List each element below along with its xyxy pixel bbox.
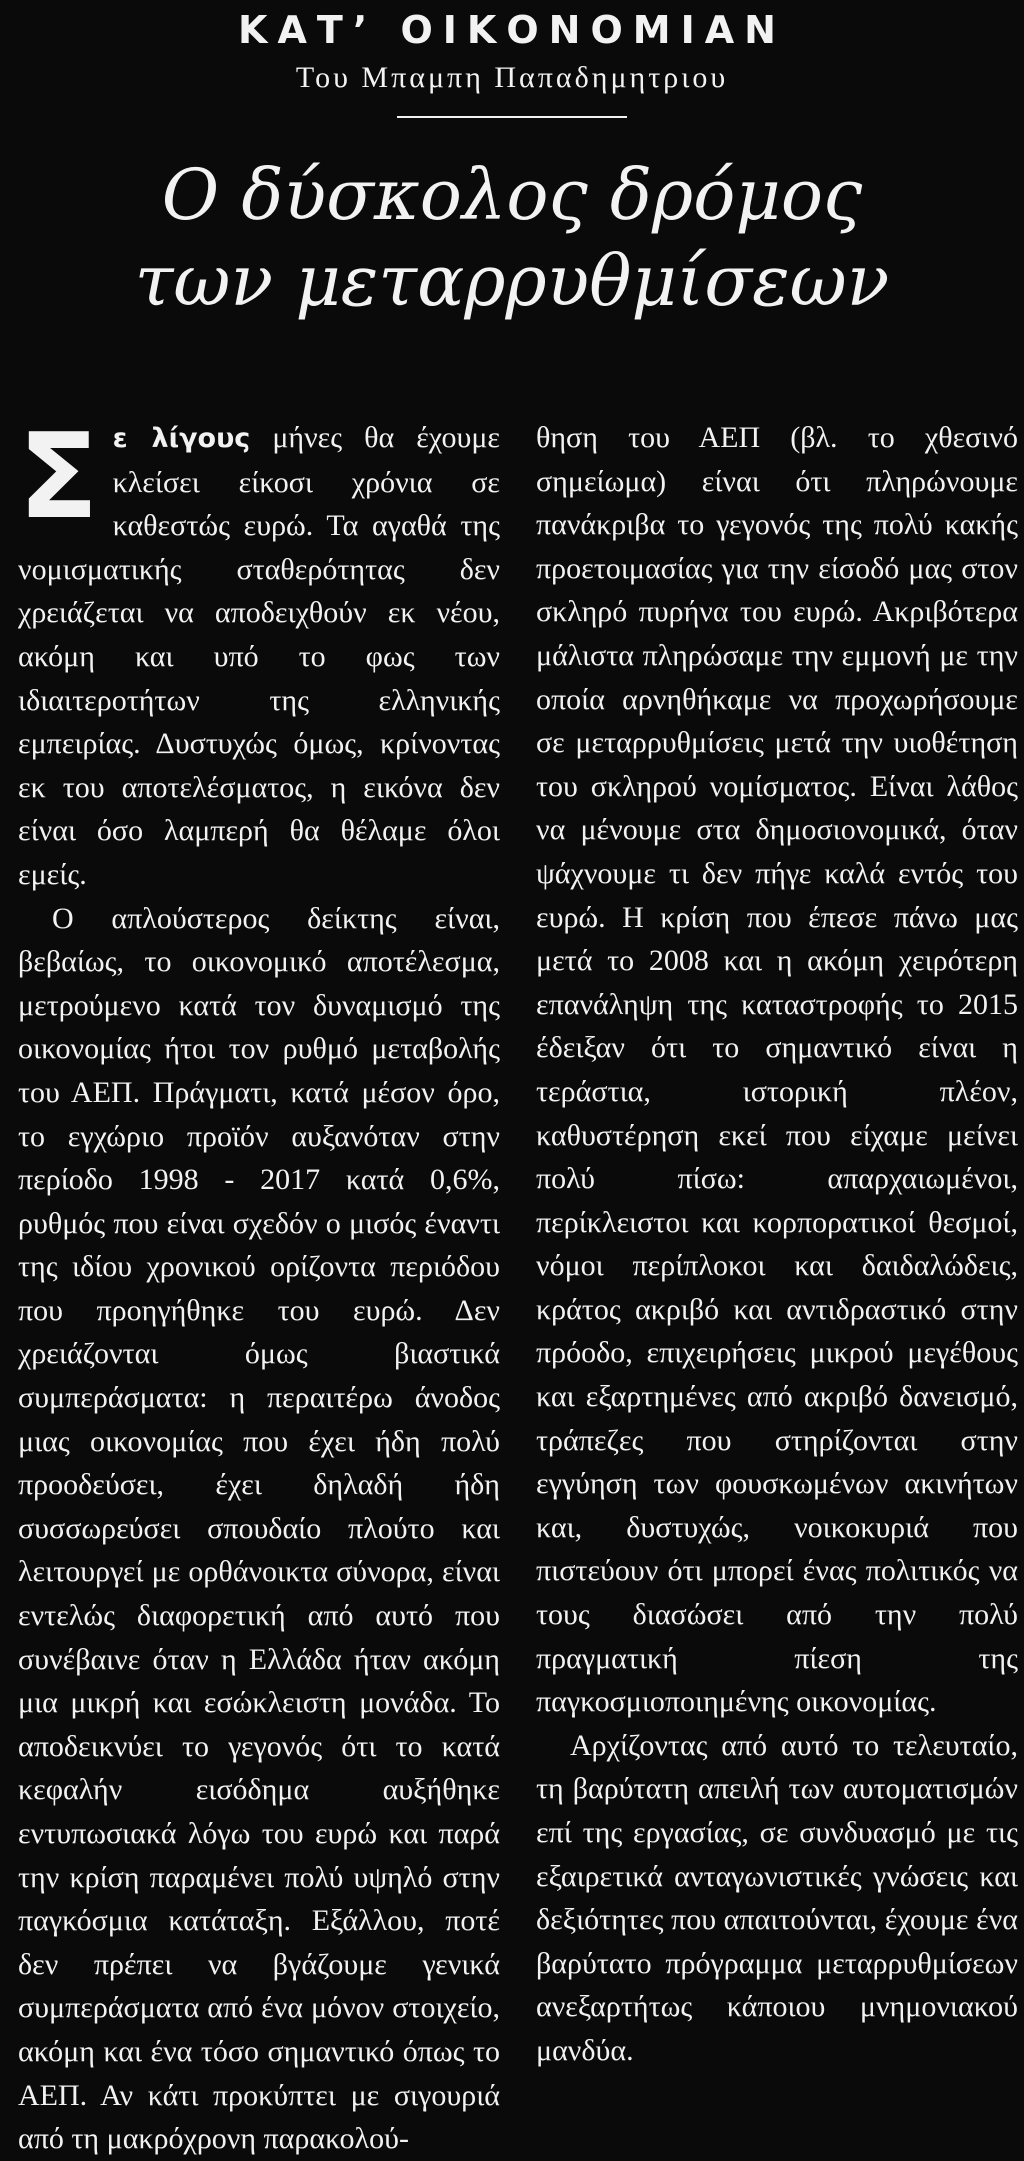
author-byline: Του Μπαμπη Παπαδημητριου: [295, 61, 729, 94]
column-name: ΚΑΤ’ ΟΙΚΟΝΟΜΙΑΝ: [238, 8, 786, 52]
byline-divider: [397, 116, 627, 118]
title-line-2: των μεταρρυθμίσεων: [134, 240, 890, 322]
paragraph-text: μήνες θα έχουμε κλείσει είκοσι χρόνια σε καθεστώς ευρώ. Τα αγαθά της νομισματικής σταθερότητας δεν χρειάζεται να αποδειχθούν εκ νέου, ακόμη και υπό το φως των ιδιαιτεροτήτων της ελληνικής εμπειρίας. Δυστυχώς όμως, κρίνοντας εκ του αποτελέσματος, η εικόνα δεν είναι όσο λαμπερή θα θέλαμε όλοι εμείς.: [18, 421, 500, 891]
paragraph: Ο απλούστερος δείκτης είναι, βεβαίως, το οικονομικό αποτέλεσμα, μετρούμενο κατά τον δυναμισμό της οικονομίας ήτοι τον ρυθμό μεταβολής του ΑΕΠ. Πράγματι, κατά μέσον όρο, το εγχώριο προϊόν αυξανόταν στην περίοδο 1998 - 2017 κατά 0,6%, ρυθμός που είναι σχεδόν ο μισός έναντι της ιδίου χρονικού ορίζοντα περιόδου που προηγήθηκε του ευρώ. Δεν χρειάζονται όμως βιαστικά συμπεράσματα: η περαιτέρω άνοδος μιας οικονομίας που έχει ήδη πολύ προοδεύσει, έχει δηλαδή ήδη συσσωρεύσει σπουδαίο πλούτο και λειτουργεί με ορθάνοικτα σύνορα, είναι εντελώς διαφορετική από αυτό που συνέβαινε όταν η Ελλάδα ήταν ακόμη μια μικρή και εσώκλειστη μονάδα. Το αποδεικνύει το γεγονός ότι το κατά κεφαλήν εισόδημα αυξήθηκε εντυπωσιακά λόγω του ευρώ και παρά την κρίση παραμένει πολύ υψηλό στην παγκόσμια κατάταξη. Εξάλλου, ποτέ δεν πρέπει να βγάζουμε γενικά συμπεράσματα από ένα μόνον στοιχείο, ακόμη και ένα τόσο σημαντικό όπως το ΑΕΠ. Αν κάτι προκύπτει με σιγουριά από τη μακρόχρονη παρακολού-: [18, 901, 500, 2156]
paragraph: Αρχίζοντας από αυτό το τελευταίο, τη βαρύτατη απειλή των αυτοματισμών επί της εργασίας, σε συνδυασμό με τις εξαιρετικά ανταγωνιστικές γνώσεις και δεξιότητες που απαιτούνται, έχουμε ένα βαρύτατο πρόγραμμα μεταρρυθμίσεων ανεξαρτήτως κάποιου μνημονιακού μανδύα.: [536, 1728, 1018, 2067]
paragraph: θηση του ΑΕΠ (βλ. το χθεσινό σημείωμα) είναι ότι πληρώνουμε πανάκριβα το γεγονός της πολύ κακής προετοιμασίας για την είσοδό μας στον σκληρό πυρήνα του ευρώ. Ακριβότερα μάλιστα πληρώσαμε την εμμονή με την οποία αρνηθήκαμε να προχωρήσουμε σε μεταρρυθμίσεις μετά την υιοθέτηση του σκληρού νομίσματος. Είναι λάθος να μένουμε στα δημοσιονομικά, όταν ψάχνουμε τι δεν πήγε καλά εντός του ευρώ. Η κρίση που έπεσε πάνω μας μετά το 2008 και η ακόμη χειρότερη επανάληψη της καταστροφής το 2015 έδειξαν ότι το σημαντικό είναι η τεράστια, ιστορική πλέον, καθυστέρηση εκεί που είχαμε μείνει πολύ πίσω: απαρχαιωμένοι, περίκλειστοι και κορπορατικοί θεσμοί, νόμοι περίπλοκοι και δαιδαλώδεις, κράτος ακριβό και αντιδραστικό στην πρόοδο, επιχειρήσεις μικρού μεγέθους και εξαρτημένες από ακριβό δανεισμό, τράπεζες που στηρίζονται στην εγγύηση των φουσκωμένων ακινήτων και, δυστυχώς, νοικοκυριά που πιστεύουν ότι μπορεί ένας πολιτικός να τους διασώσει από την πολύ πραγματική πίεση της παγκοσμιοποιημένης οικονομίας.: [536, 421, 1018, 1719]
title-line-1: Ο δύσκολος δρόμος: [161, 154, 863, 236]
article-header: [0, 0, 1024, 324]
article-body: [18, 407, 1018, 2161]
drop-cap: Σ: [18, 407, 99, 545]
right-column: [536, 416, 1018, 2161]
lead-in: ε λίγους: [112, 423, 251, 454]
article-title: [0, 152, 1024, 324]
left-column: [18, 407, 500, 2161]
paragraph: [18, 407, 500, 897]
